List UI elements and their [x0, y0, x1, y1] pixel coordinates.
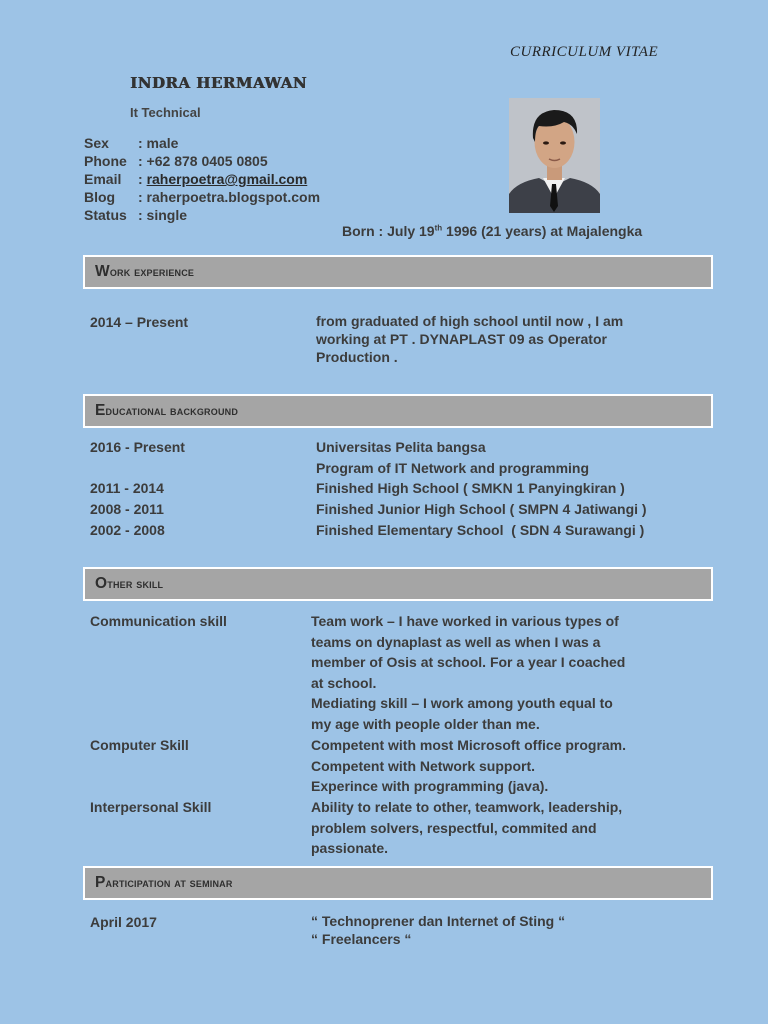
seminar-line: “ Technoprener dan Internet of Sting “: [311, 913, 566, 929]
info-label: Phone: [84, 153, 127, 169]
job-title: It Technical: [130, 105, 201, 120]
info-row-sex: [84, 134, 320, 152]
section-rest: ther skill: [107, 577, 164, 591]
personal-info: [84, 134, 320, 224]
info-row-blog: [84, 188, 320, 206]
info-label: Status: [84, 207, 127, 223]
info-value: [138, 170, 307, 188]
born-suffix: 1996 (21 years) at Majalengka: [442, 223, 643, 239]
skill-label: Computer Skill: [90, 737, 189, 753]
person-portrait-icon: [509, 98, 600, 213]
section-header-education: [83, 394, 713, 428]
skill-label: Interpersonal Skill: [90, 799, 212, 815]
applicant-name: INDRA HERMAWAN: [130, 74, 307, 92]
info-value: : male: [138, 135, 179, 151]
info-row-status: [84, 206, 320, 224]
edu-period: 2008 - 2011: [90, 501, 164, 517]
section-rest: ork experience: [109, 265, 195, 279]
info-label: Email: [84, 171, 122, 187]
info-label: Blog: [84, 189, 116, 205]
info-row-email: [84, 170, 320, 188]
birth-info: [342, 223, 642, 239]
skill-line: at school.: [311, 674, 377, 691]
skill-line: Competent with Network support.: [311, 757, 535, 774]
edu-desc: Finished High School ( SMKN 1 Panyingkiran ): [316, 480, 625, 496]
section-header-skill: [83, 567, 713, 601]
seminar-period: April 2017: [90, 914, 157, 930]
seminar-lines: [311, 912, 691, 948]
section-header-seminar: [83, 866, 713, 900]
section-rest: ducational background: [105, 404, 239, 418]
skill-line: Ability to relate to other, teamwork, leadership,: [311, 799, 623, 815]
section-header-work: [83, 255, 713, 289]
edu-period: 2002 - 2008: [90, 522, 165, 538]
skill-line: Experince with programming (java).: [311, 778, 549, 794]
edu-desc: Universitas Pelita bangsa: [316, 439, 486, 455]
info-value: : single: [138, 207, 188, 223]
born-prefix: Born : July 19: [342, 223, 435, 239]
skill-line: Mediating skill – I work among youth equal to: [311, 695, 613, 711]
skill-line: Competent with most Microsoft office program.: [311, 737, 627, 753]
section-initial: W: [95, 263, 110, 280]
section-rest: articipation at seminar: [105, 876, 233, 890]
info-value: : raherpoetra.blogspot.com: [138, 189, 321, 205]
cv-title: CURRICULUM VITAE: [510, 44, 659, 60]
edu-desc: Program of IT Network and programming: [316, 460, 590, 476]
info-value: : +62 878 0405 0805: [138, 153, 268, 169]
work-description: from graduated of high school until now , I am working at PT . DYNAPLAST 09 as Operator Production .: [316, 313, 624, 365]
email-link[interactable]: raherpoetra@gmail.com: [146, 171, 308, 187]
info-row-phone: [84, 152, 320, 170]
skill-lines: [311, 797, 691, 859]
skill-line: passionate.: [311, 840, 389, 856]
born-sup: th: [434, 223, 443, 233]
info-label: Sex: [84, 135, 109, 151]
profile-photo: [509, 98, 600, 213]
edu-period: 2016 - Present: [90, 439, 185, 455]
edu-desc: Finished Elementary School ( SDN 4 Surawangi ): [316, 522, 645, 538]
skill-line: teams on dynaplast as well as when I was a: [311, 633, 601, 650]
skill-line: member of Osis at school. For a year I coached: [311, 654, 626, 670]
email-prefix: :: [138, 171, 147, 187]
skill-lines: [311, 611, 691, 734]
skill-line: my age with people older than me.: [311, 715, 540, 732]
section-initial: P: [95, 874, 106, 891]
edu-period: 2011 - 2014: [90, 480, 164, 496]
work-period: 2014 – Present: [90, 314, 189, 330]
skill-line: Team work – I have worked in various types of: [311, 613, 619, 629]
skill-line: problem solvers, respectful, commited and: [311, 819, 597, 836]
skill-label: Communication skill: [90, 613, 227, 629]
section-initial: O: [95, 575, 108, 592]
skill-lines: [311, 735, 691, 797]
edu-desc: Finished Junior High School ( SMPN 4 Jatiwangi ): [316, 501, 647, 517]
seminar-line: “ Freelancers “: [311, 931, 412, 947]
section-initial: E: [95, 402, 106, 419]
